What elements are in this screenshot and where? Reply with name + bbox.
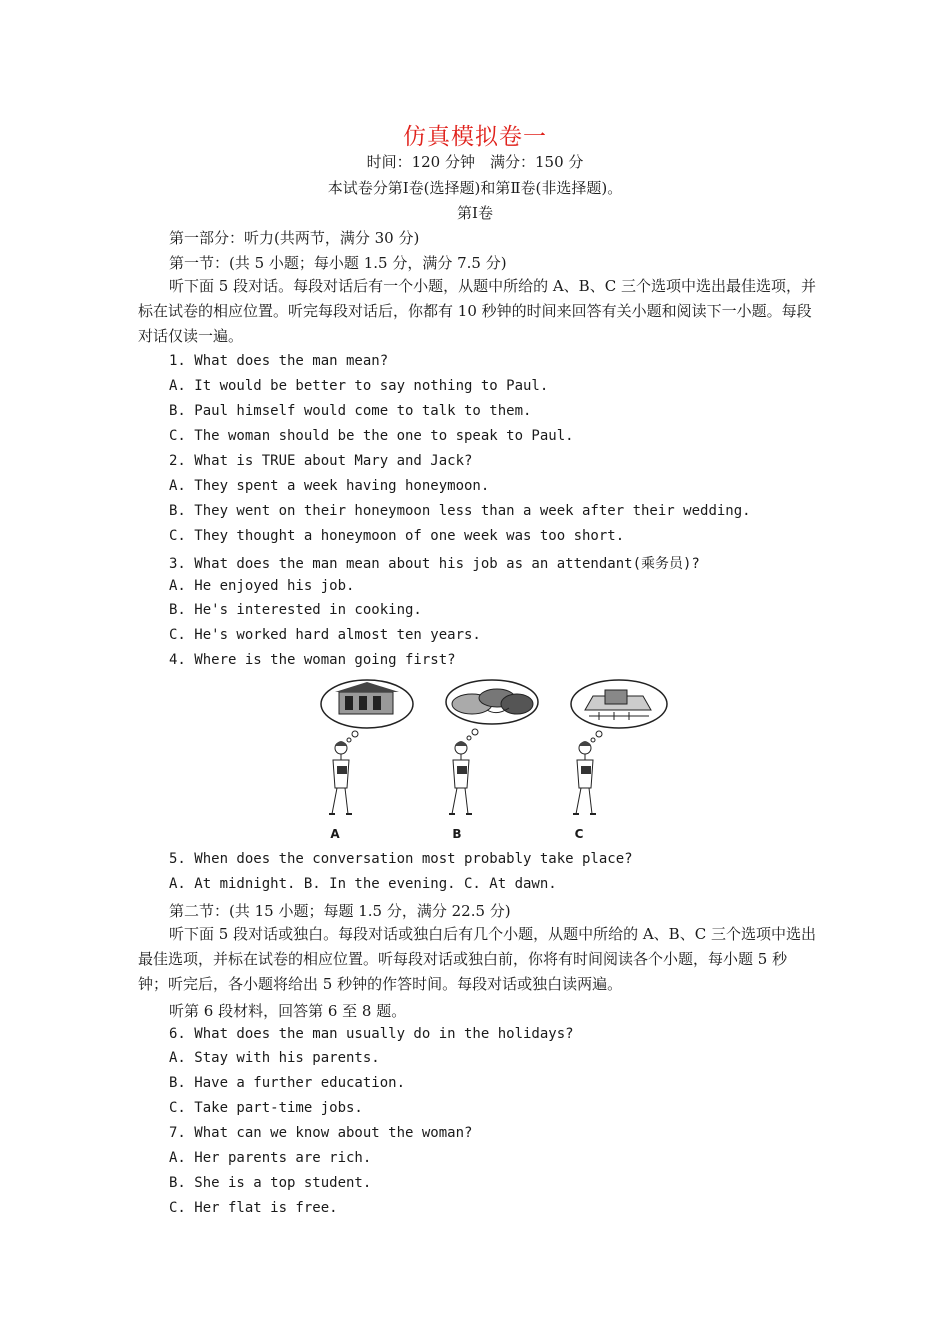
section2-instructions: 听下面 5 段对话或独白。每段对话或独白后有几个小题，从题中所给的 A、B、C 三个选项中选出最佳选项，并标在试卷的相应位置。听每段对话或独白前，你将有时间阅读各个小题，每小题 5 秒钟；听完后，各小题将给出 5 秒钟的作答时间。每段对话或独白读两遍。 [138, 925, 816, 993]
woman-thinking-of-food-icon [437, 676, 557, 826]
q3-option-b: B. He's interested in cooking. [169, 602, 422, 618]
q7-option-b: B. She is a top student. [169, 1175, 372, 1191]
q4-figure [315, 676, 680, 841]
part1-heading: 第一部分：听力(共两节，满分 30 分) [169, 229, 420, 247]
q3-option-a: A. He enjoyed his job. [169, 578, 355, 594]
q5-options: A. At midnight. B. In the evening. C. At dawn. [169, 876, 557, 892]
material-note: 听第 6 段材料，回答第 6 至 8 题。 [169, 1002, 407, 1020]
q7-option-a: A. Her parents are rich. [169, 1150, 372, 1166]
question-7: 7. What can we know about the woman? [169, 1125, 473, 1141]
question-4: 4. Where is the woman going first? [169, 652, 456, 668]
q6-option-c: C. Take part-time jobs. [169, 1100, 363, 1116]
q1-option-a: A. It would be better to say nothing to Paul. [169, 378, 549, 394]
woman-thinking-of-station-icon [559, 676, 679, 826]
volume-note: 本试卷分第Ⅰ卷(选择题)和第Ⅱ卷(非选择题)。 [327, 179, 623, 197]
question-6: 6. What does the man usually do in the holidays? [169, 1026, 574, 1042]
figure-a [315, 676, 435, 841]
volume-title: 第Ⅰ卷 [457, 204, 493, 222]
q6-option-b: B. Have a further education. [169, 1075, 406, 1091]
figure-label-c: C [574, 827, 584, 841]
q2-option-a: A. They spent a week having honeymoon. [169, 478, 490, 494]
figure-label-a: A [330, 827, 340, 841]
section1-instructions: 听下面 5 段对话。每段对话后有一个小题，从题中所给的 A、B、C 三个选项中选出最佳选项，并标在试卷的相应位置。听完每段对话后，你都有 10 秒钟的时间来回答有关小题和阅读下一小题。每段对话仅读一遍。 [138, 277, 816, 345]
figure-b [437, 676, 557, 841]
q1-option-c: C. The woman should be the one to speak to Paul. [169, 428, 574, 444]
section1-heading: 第一节：(共 5 小题；每小题 1.5 分，满分 7.5 分) [169, 254, 507, 272]
q6-option-a: A. Stay with his parents. [169, 1050, 380, 1066]
q2-option-c: C. They thought a honeymoon of one week was too short. [169, 528, 625, 544]
exam-title: 仿真模拟卷一 [403, 124, 547, 150]
figure-c [559, 676, 679, 841]
q2-option-b: B. They went on their honeymoon less than a week after their wedding. [169, 503, 751, 519]
q1-option-b: B. Paul himself would come to talk to them. [169, 403, 532, 419]
question-1: 1. What does the man mean? [169, 353, 389, 369]
question-2: 2. What is TRUE about Mary and Jack? [169, 453, 473, 469]
q7-option-c: C. Her flat is free. [169, 1200, 338, 1216]
time-info: 时间：120 分钟 满分：150 分 [366, 153, 584, 171]
woman-thinking-of-building-icon [315, 676, 435, 826]
question-5: 5. When does the conversation most probably take place? [169, 851, 633, 867]
section2-heading: 第二节：(共 15 小题；每题 1.5 分，满分 22.5 分) [169, 902, 511, 920]
question-3: 3. What does the man mean about his job as an attendant(乘务员)? [169, 556, 700, 572]
figure-label-b: B [452, 827, 462, 841]
q3-option-c: C. He's worked hard almost ten years. [169, 627, 481, 643]
